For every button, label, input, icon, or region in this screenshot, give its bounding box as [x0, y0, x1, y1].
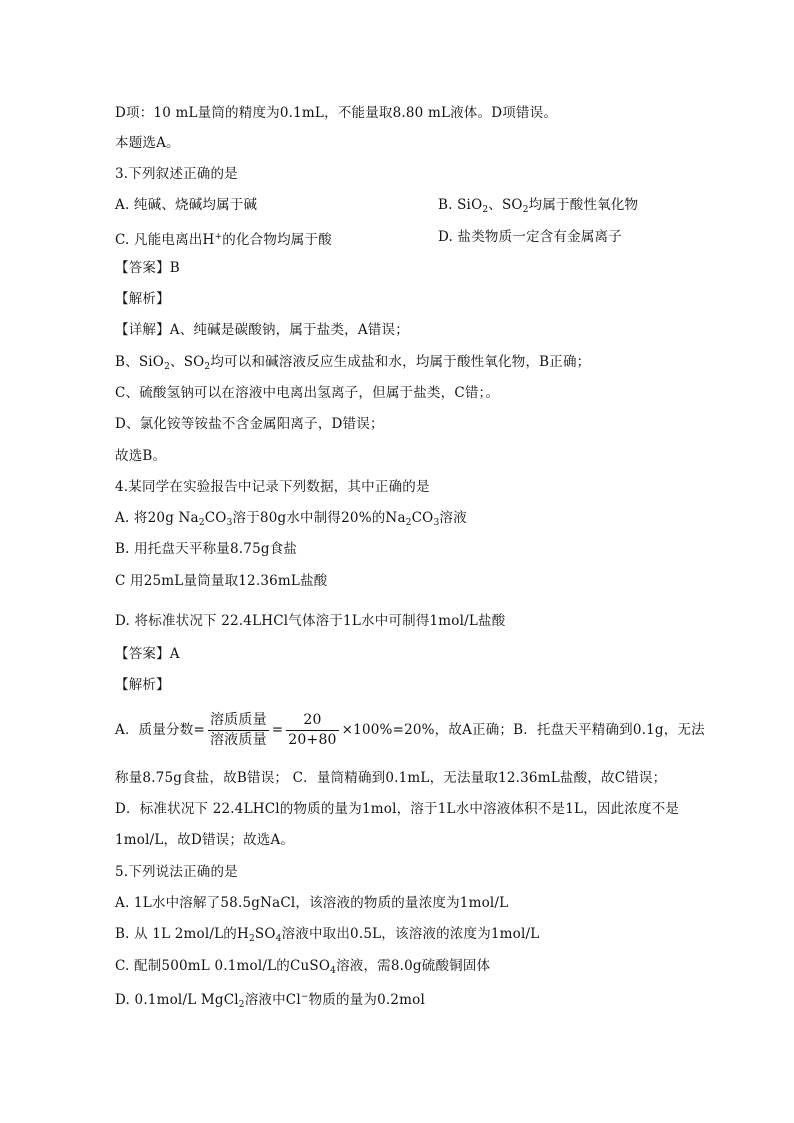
q3-option-c: C. 凡能电离出H+的化合物均属于酸: [115, 232, 332, 248]
q3-detail-2: B、SiO$_2$、$SO_2$均可以和碱溶液反应生成盐和水，均属于酸性氧化物，B正确；: [115, 354, 591, 372]
q4-analysis-2: 称量8.75g食盐，故B错误； C．量筒精确到0.1mL，无法量取12.36mL盐酸，故C错误；: [115, 770, 667, 786]
q5-option-d: D. 0.1mol/L MgCl$_2$溶液中Cl−物质的量为0.2mol: [115, 992, 426, 1010]
q3-detail-3: C、硫酸氢钠可以在溶液中电离出氢离子，但属于盐类，C错；。: [115, 385, 500, 401]
q3-option-b: B. SiO$_2$、$SO_2$均属于酸性氧化物: [438, 197, 639, 215]
q3-detail-4: D、氯化铵等铵盐不含金属阳离子，D错误；: [115, 416, 384, 432]
q3-analysis-label: 【解析】: [115, 291, 170, 307]
fraction-mass-ratio: $\frac{\text{溶质质量}}{\text{溶液质量}}$: [209, 712, 267, 748]
question-5: 5.下列说法正确的是: [115, 864, 238, 880]
q4-option-b: B. 用托盘天平称量8.75g食盐: [115, 541, 298, 557]
q4-analysis-1: A．质量分数= $\frac{\text{溶质质量}}{\text{溶液质量}}$ = $\frac{20}{20+80}$ ×100%=20%，故A正确；B．托盘天平精确到0.1g，无法: [115, 712, 705, 748]
question-3: 3.下列叙述正确的是: [115, 166, 238, 182]
q4-analysis-label: 【解析】: [115, 677, 170, 693]
fraction-numeric: $\frac{20}{20+80}$: [288, 712, 337, 748]
question-4: 4.某同学在实验报告中记录下列数据，其中正确的是: [115, 479, 430, 495]
q4-analysis-4: 1mol/L，故D错误；故选A。: [115, 832, 295, 848]
q4-option-a: A. 将20g $Na_2CO_3$溶于80g水中制得20%的$Na_2CO_3$溶液: [115, 510, 467, 528]
q3-option-a: A. 纯碱、烧碱均属于碱: [115, 197, 258, 213]
q4-answer: 【答案】A: [115, 646, 180, 662]
q4-option-c: C 用25mL量筒量取12.36mL盐酸: [115, 573, 328, 589]
q4-option-d: D. 将标准状况下 22.4LHCl气体溶于1L水中可制得1mol/L盐酸: [115, 613, 506, 629]
q3-choose: 故选B。: [115, 448, 167, 464]
line-d-item: D项：10 mL量筒的精度为0.1mL，不能量取8.80 mL液体。D项错误。: [115, 105, 558, 121]
q3-detail-1: 【详解】A、纯碱是碳酸钠，属于盐类，A错误；: [115, 322, 409, 338]
q3-answer: 【答案】B: [115, 260, 180, 276]
q5-option-a: A. 1L水中溶解了58.5gNaCl，该溶液的物质的量浓度为1mol/L: [115, 895, 509, 911]
q5-option-b: B. 从 1L 2mol/L的$H_2SO_4$溶液中取出0.5L，该溶液的浓度为1mol/L: [115, 926, 540, 944]
line-pick-a: 本题选A。: [115, 135, 180, 151]
q5-option-c: C. 配制500mL 0.1mol/L的CuSO$_4$溶液，需8.0g硫酸铜固体: [115, 958, 491, 976]
q4-analysis-3: D．标准状况下 22.4LHCl的物质的量为1mol，溶于1L水中溶液体积不是1L，因此浓度不是: [115, 801, 680, 817]
q3-option-d: D. 盐类物质一定含有金属离子: [438, 229, 622, 245]
